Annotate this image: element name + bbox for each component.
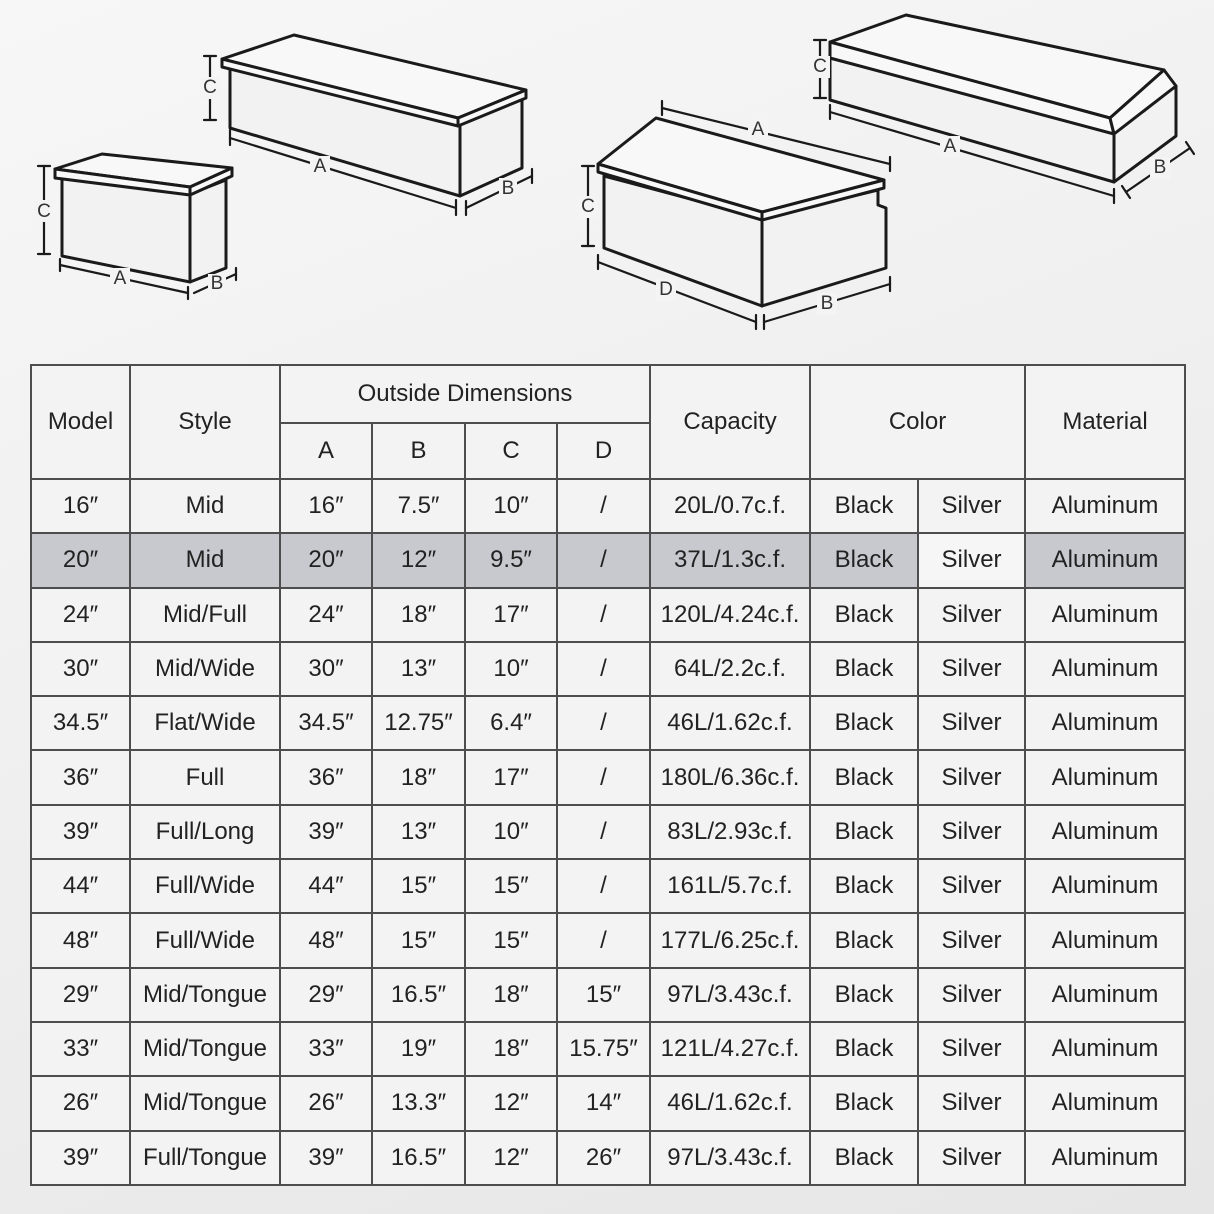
cell-model: 39″ bbox=[31, 805, 130, 859]
header-capacity: Capacity bbox=[650, 365, 810, 479]
cell-dim-a: 34.5″ bbox=[280, 696, 372, 750]
box1-label-a: A bbox=[113, 268, 127, 290]
cell-style: Mid/Wide bbox=[130, 642, 280, 696]
cell-dim-c: 18″ bbox=[465, 1022, 557, 1076]
cell-style: Mid bbox=[130, 533, 280, 587]
cell-dim-d: / bbox=[557, 588, 650, 642]
cell-dim-c: 10″ bbox=[465, 805, 557, 859]
cell-color-silver: Silver bbox=[918, 805, 1025, 859]
cell-style: Mid/Tongue bbox=[130, 968, 280, 1022]
table-row bbox=[31, 642, 1185, 696]
cell-dim-a: 48″ bbox=[280, 913, 372, 967]
table-row bbox=[31, 588, 1185, 642]
cell-color-black: Black bbox=[810, 913, 918, 967]
table-row bbox=[31, 1131, 1185, 1185]
cell-material: Aluminum bbox=[1025, 533, 1185, 587]
cell-dim-a: 26″ bbox=[280, 1076, 372, 1130]
box4-label-a: A bbox=[943, 136, 957, 158]
cell-color-silver: Silver bbox=[918, 533, 1025, 587]
box3-label-c: C bbox=[581, 196, 595, 218]
cell-dim-b: 13.3″ bbox=[372, 1076, 465, 1130]
cell-dim-c: 6.4″ bbox=[465, 696, 557, 750]
cell-dim-c: 12″ bbox=[465, 1076, 557, 1130]
cell-dim-b: 16.5″ bbox=[372, 968, 465, 1022]
cell-capacity: 83L/2.93c.f. bbox=[650, 805, 810, 859]
cell-color-black: Black bbox=[810, 805, 918, 859]
cell-model: 24″ bbox=[31, 588, 130, 642]
cell-material: Aluminum bbox=[1025, 1131, 1185, 1185]
box2-label-b: B bbox=[501, 178, 515, 200]
cell-dim-a: 24″ bbox=[280, 588, 372, 642]
cell-style: Full bbox=[130, 750, 280, 804]
cell-model: 33″ bbox=[31, 1022, 130, 1076]
cell-model: 48″ bbox=[31, 913, 130, 967]
cell-capacity: 120L/4.24c.f. bbox=[650, 588, 810, 642]
cell-material: Aluminum bbox=[1025, 913, 1185, 967]
cell-style: Mid/Tongue bbox=[130, 1076, 280, 1130]
table-row bbox=[31, 479, 1185, 533]
cell-capacity: 46L/1.62c.f. bbox=[650, 696, 810, 750]
cell-dim-d: 15.75″ bbox=[557, 1022, 650, 1076]
cell-color-silver: Silver bbox=[918, 479, 1025, 533]
cell-style: Mid/Tongue bbox=[130, 1022, 280, 1076]
cell-model: 34.5″ bbox=[31, 696, 130, 750]
cell-model: 29″ bbox=[31, 968, 130, 1022]
cell-dim-a: 29″ bbox=[280, 968, 372, 1022]
cell-dim-b: 15″ bbox=[372, 913, 465, 967]
header-outside-dimensions: Outside Dimensions bbox=[280, 365, 650, 423]
cell-dim-b: 12.75″ bbox=[372, 696, 465, 750]
cell-dim-d: 26″ bbox=[557, 1131, 650, 1185]
cell-dim-d: / bbox=[557, 479, 650, 533]
cell-material: Aluminum bbox=[1025, 479, 1185, 533]
cell-model: 16″ bbox=[31, 479, 130, 533]
cell-material: Aluminum bbox=[1025, 859, 1185, 913]
table-row bbox=[31, 859, 1185, 913]
cell-color-silver: Silver bbox=[918, 750, 1025, 804]
cell-capacity: 121L/4.27c.f. bbox=[650, 1022, 810, 1076]
header-style: Style bbox=[130, 365, 280, 479]
cell-dim-a: 30″ bbox=[280, 642, 372, 696]
box2-label-c: C bbox=[203, 77, 217, 99]
table-row bbox=[31, 913, 1185, 967]
cell-model: 26″ bbox=[31, 1076, 130, 1130]
cell-dim-a: 36″ bbox=[280, 750, 372, 804]
cell-dim-a: 16″ bbox=[280, 479, 372, 533]
cell-dim-c: 10″ bbox=[465, 642, 557, 696]
table-row bbox=[31, 750, 1185, 804]
box3-label-d: D bbox=[659, 279, 673, 301]
cell-material: Aluminum bbox=[1025, 968, 1185, 1022]
diagram-box-long bbox=[200, 35, 532, 215]
header-dim-d: D bbox=[557, 423, 650, 479]
cell-capacity: 46L/1.62c.f. bbox=[650, 1076, 810, 1130]
table-row bbox=[31, 968, 1185, 1022]
cell-dim-a: 33″ bbox=[280, 1022, 372, 1076]
cell-material: Aluminum bbox=[1025, 1076, 1185, 1130]
box1-label-c: C bbox=[37, 201, 51, 223]
cell-model: 36″ bbox=[31, 750, 130, 804]
cell-style: Full/Long bbox=[130, 805, 280, 859]
cell-dim-d: / bbox=[557, 913, 650, 967]
cell-dim-c: 15″ bbox=[465, 859, 557, 913]
table-row bbox=[31, 1022, 1185, 1076]
cell-color-silver: Silver bbox=[918, 1076, 1025, 1130]
cell-dim-b: 13″ bbox=[372, 805, 465, 859]
box4-label-c: C bbox=[813, 56, 827, 78]
cell-style: Mid/Full bbox=[130, 588, 280, 642]
box4-label-b: B bbox=[1153, 157, 1167, 179]
cell-color-silver: Silver bbox=[918, 588, 1025, 642]
cell-capacity: 97L/3.43c.f. bbox=[650, 1131, 810, 1185]
cell-model: 30″ bbox=[31, 642, 130, 696]
cell-color-silver: Silver bbox=[918, 968, 1025, 1022]
cell-color-black: Black bbox=[810, 1131, 918, 1185]
box3-label-a: A bbox=[751, 119, 765, 141]
cell-dim-d: / bbox=[557, 696, 650, 750]
cell-dim-b: 7.5″ bbox=[372, 479, 465, 533]
cell-material: Aluminum bbox=[1025, 588, 1185, 642]
cell-dim-a: 20″ bbox=[280, 533, 372, 587]
cell-dim-b: 12″ bbox=[372, 533, 465, 587]
cell-color-black: Black bbox=[810, 750, 918, 804]
cell-color-silver: Silver bbox=[918, 913, 1025, 967]
specification-table bbox=[30, 364, 1186, 1186]
cell-style: Mid bbox=[130, 479, 280, 533]
cell-color-black: Black bbox=[810, 642, 918, 696]
box2-label-a: A bbox=[313, 156, 327, 178]
cell-dim-d: / bbox=[557, 642, 650, 696]
cell-dim-d: 14″ bbox=[557, 1076, 650, 1130]
box1-label-b: B bbox=[210, 273, 224, 295]
cell-dim-b: 18″ bbox=[372, 750, 465, 804]
cell-dim-a: 39″ bbox=[280, 805, 372, 859]
cell-color-black: Black bbox=[810, 479, 918, 533]
cell-capacity: 20L/0.7c.f. bbox=[650, 479, 810, 533]
cell-color-black: Black bbox=[810, 1076, 918, 1130]
header-material: Material bbox=[1025, 365, 1185, 479]
cell-color-silver: Silver bbox=[918, 859, 1025, 913]
cell-dim-b: 15″ bbox=[372, 859, 465, 913]
cell-dim-b: 18″ bbox=[372, 588, 465, 642]
header-model: Model bbox=[31, 365, 130, 479]
cell-model: 39″ bbox=[31, 1131, 130, 1185]
table-row bbox=[31, 805, 1185, 859]
cell-color-black: Black bbox=[810, 968, 918, 1022]
cell-model: 20″ bbox=[31, 533, 130, 587]
table-row bbox=[31, 696, 1185, 750]
cell-color-black: Black bbox=[810, 696, 918, 750]
cell-dim-a: 44″ bbox=[280, 859, 372, 913]
cell-dim-c: 9.5″ bbox=[465, 533, 557, 587]
cell-color-silver: Silver bbox=[918, 696, 1025, 750]
cell-dim-c: 10″ bbox=[465, 479, 557, 533]
header-color: Color bbox=[810, 365, 1025, 479]
table-row-highlighted bbox=[31, 533, 1185, 587]
cell-style: Full/Wide bbox=[130, 913, 280, 967]
cell-dim-c: 15″ bbox=[465, 913, 557, 967]
cell-dim-d: / bbox=[557, 533, 650, 587]
box3-label-b: B bbox=[820, 293, 834, 315]
cell-color-black: Black bbox=[810, 588, 918, 642]
cell-dim-b: 19″ bbox=[372, 1022, 465, 1076]
cell-color-silver: Silver bbox=[918, 1022, 1025, 1076]
header-dim-c: C bbox=[465, 423, 557, 479]
cell-material: Aluminum bbox=[1025, 805, 1185, 859]
header-dim-b: B bbox=[372, 423, 465, 479]
cell-material: Aluminum bbox=[1025, 642, 1185, 696]
cell-material: Aluminum bbox=[1025, 750, 1185, 804]
cell-style: Full/Wide bbox=[130, 859, 280, 913]
cell-dim-d: / bbox=[557, 859, 650, 913]
cell-dim-c: 17″ bbox=[465, 750, 557, 804]
cell-material: Aluminum bbox=[1025, 1022, 1185, 1076]
table-row bbox=[31, 1076, 1185, 1130]
diagram-box-tongue bbox=[578, 101, 890, 329]
cell-dim-c: 18″ bbox=[465, 968, 557, 1022]
cell-capacity: 177L/6.25c.f. bbox=[650, 913, 810, 967]
cell-style: Full/Tongue bbox=[130, 1131, 280, 1185]
cell-color-silver: Silver bbox=[918, 1131, 1025, 1185]
cell-model: 44″ bbox=[31, 859, 130, 913]
cell-dim-b: 13″ bbox=[372, 642, 465, 696]
cell-capacity: 180L/6.36c.f. bbox=[650, 750, 810, 804]
cell-capacity: 64L/2.2c.f. bbox=[650, 642, 810, 696]
cell-dim-d: 15″ bbox=[557, 968, 650, 1022]
diagram-box-small bbox=[34, 154, 236, 299]
cell-material: Aluminum bbox=[1025, 696, 1185, 750]
cell-color-black: Black bbox=[810, 859, 918, 913]
cell-color-silver: Silver bbox=[918, 642, 1025, 696]
cell-dim-b: 16.5″ bbox=[372, 1131, 465, 1185]
header-dim-a: A bbox=[280, 423, 372, 479]
cell-dim-c: 12″ bbox=[465, 1131, 557, 1185]
cell-capacity: 37L/1.3c.f. bbox=[650, 533, 810, 587]
cell-dim-a: 39″ bbox=[280, 1131, 372, 1185]
cell-dim-d: / bbox=[557, 805, 650, 859]
toolbox-dimension-diagrams bbox=[0, 0, 1214, 345]
cell-style: Flat/Wide bbox=[130, 696, 280, 750]
cell-capacity: 161L/5.7c.f. bbox=[650, 859, 810, 913]
cell-dim-d: / bbox=[557, 750, 650, 804]
cell-color-black: Black bbox=[810, 1022, 918, 1076]
cell-dim-c: 17″ bbox=[465, 588, 557, 642]
cell-capacity: 97L/3.43c.f. bbox=[650, 968, 810, 1022]
cell-color-black: Black bbox=[810, 533, 918, 587]
